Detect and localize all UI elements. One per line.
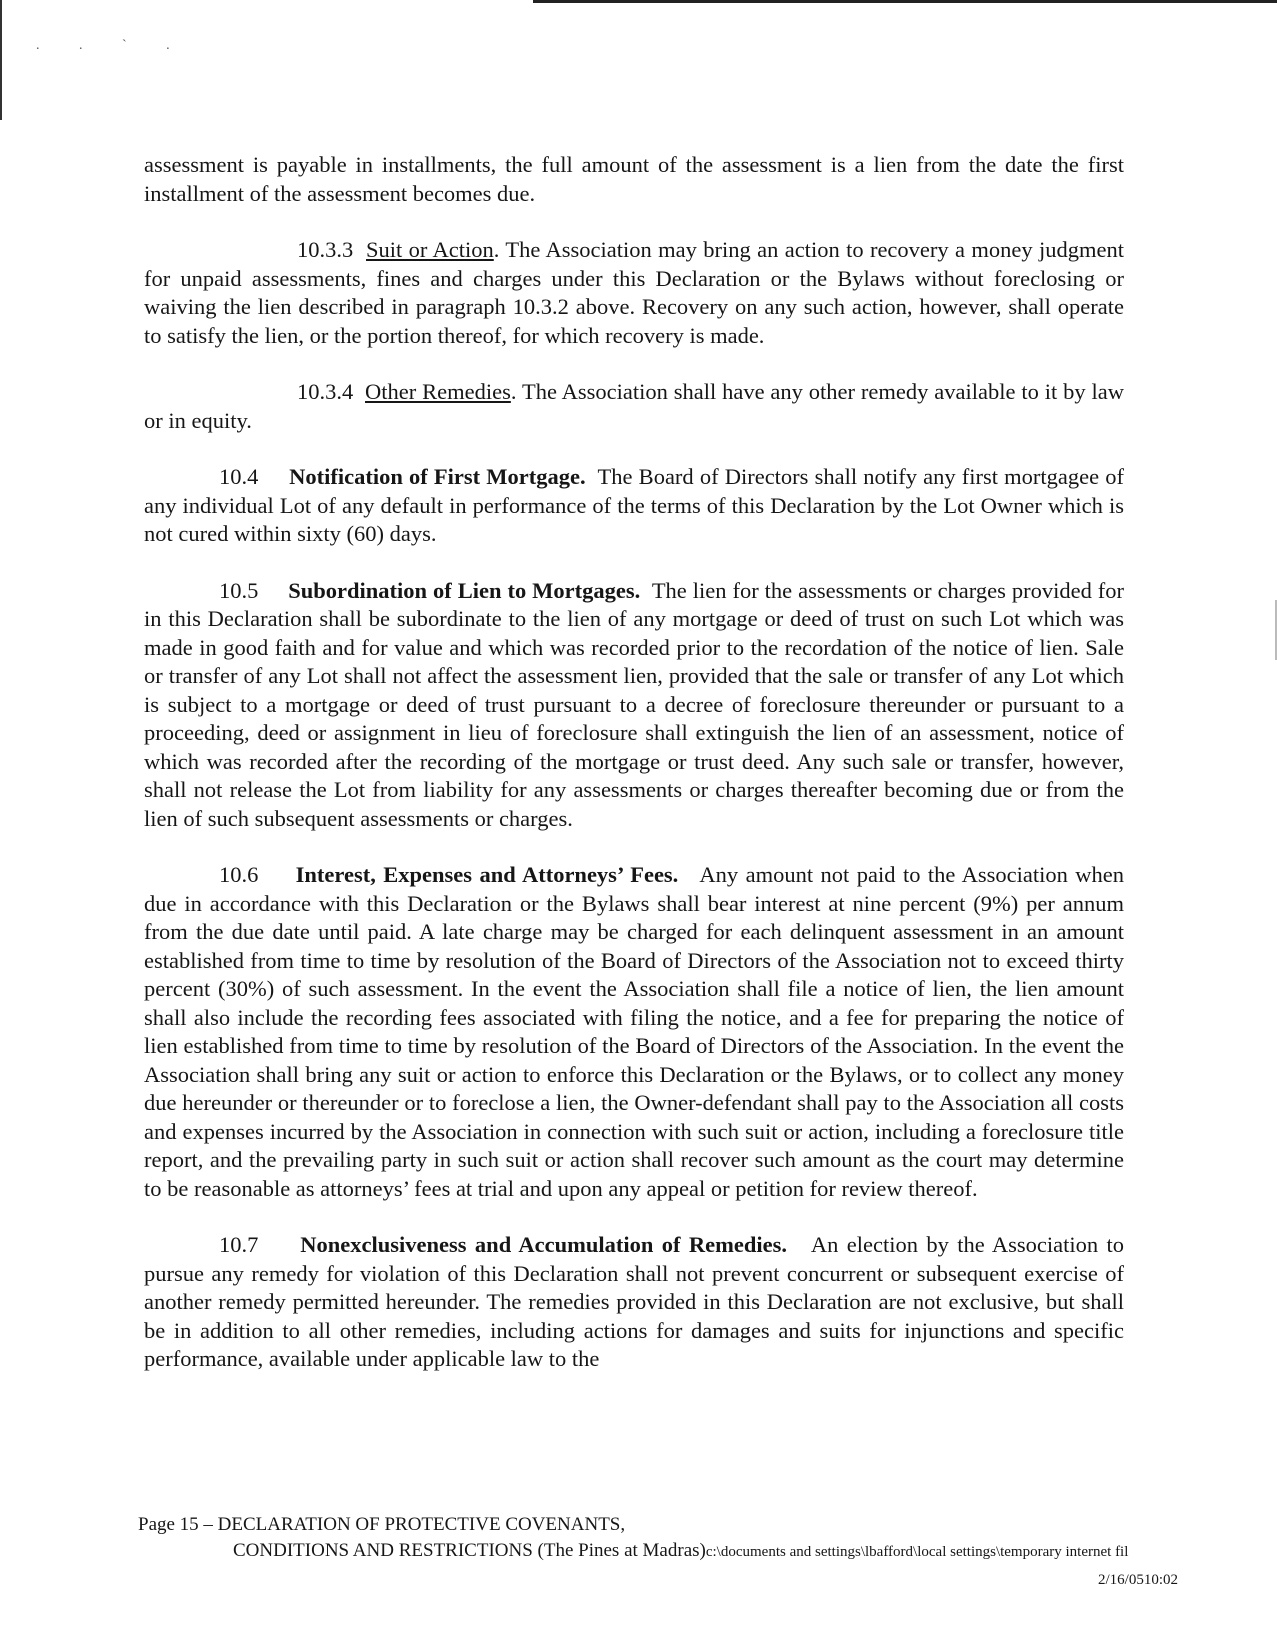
- paragraph-text: assessment is payable in installments, the full amount of the assessment is a lien from the date the first installment of the assessment becomes due.: [144, 152, 1124, 206]
- paragraph-continuation: [144, 151, 1124, 208]
- section-10-5: [144, 577, 1124, 834]
- section-number: 10.4: [219, 464, 259, 489]
- section-title: Notification of First Mortgage.: [289, 464, 586, 489]
- section-10-4: [144, 463, 1124, 549]
- section-title: Suit or Action: [366, 237, 494, 262]
- section-10-3-4: [144, 378, 1124, 435]
- section-number: 10.5: [219, 577, 259, 603]
- document-body: [144, 151, 1124, 1402]
- page-footer: [138, 1512, 1238, 1588]
- footer-file-path: c:\documents and settings\lbafford\local settings\temporary internet fil: [705, 1544, 1129, 1560]
- section-title: Nonexclusiveness and Accumulation of Remedies.: [300, 1232, 787, 1257]
- footer-date: 2/16/0510:02: [1098, 1572, 1179, 1588]
- section-title: Interest, Expenses and Attorneys’ Fees.: [295, 862, 679, 887]
- section-10-6: [144, 861, 1124, 1203]
- section-body: The lien for the assessments or charges provided for in this Declaration shall be subordinate to the lien of any mortgage or deed of trust on such Lot which was made in good faith and for value and which was recorded prior to the recordation of the notice of lien. Sale or transfer of any Lot shall not affect the assessment lien, provided that the sale or transfer of any Lot which is subject to a mortgage or deed of trust pursuant to a decree of foreclosure thereunder or pursuant to a proceeding, deed or assignment in lieu of foreclosure shall extinguish the lien of an assessment, notice of which was recorded after the recording of the mortgage or trust deed. Any such sale or transfer, however, shall not release the Lot from liability for any assessments or charges thereafter becoming due or from the lien of such subsequent assessments or charges.: [144, 577, 1125, 831]
- section-title: Subordination of Lien to Mortgages.: [288, 577, 641, 603]
- section-body: The Board of Directors shall notify any first mortgagee of any individual Lot of any default in performance of the terms of this Declaration by the Lot Owner which is not cured within sixty (60) days.: [144, 464, 1125, 546]
- section-number: 10.6: [219, 862, 259, 887]
- section-10-3-3: [144, 236, 1124, 350]
- section-number: 10.3.4: [297, 379, 354, 404]
- scan-specks: . . ` .: [36, 38, 188, 53]
- top-edge-rule: [533, 0, 1277, 3]
- section-title: Other Remedies: [365, 379, 511, 404]
- section-number: 10.3.3: [297, 237, 354, 262]
- section-body: . The Association shall have any other remedy available to it by law or in equity.: [144, 379, 1124, 433]
- section-number: 10.7: [219, 1232, 259, 1257]
- left-edge-rule: [0, 0, 2, 120]
- section-body: Any amount not paid to the Association when due in accordance with this Declaration or the Bylaws shall bear interest at nine percent (9%) per annum from the due date until paid. A late charge may be charged for each delinquent assessment in an amount established from time to time by resolution of the Board of Directors of the Association not to exceed thirty percent (30%) of such assessment. In the event the Association shall file a notice of lien, the lien amount shall also include the recording fees associated with filing the notice, and a fee for preparing the notice of lien established from time to time by resolution of the Board of Directors of the Association. In the event the Association shall bring any suit or action to enforce this Declaration or the Bylaws, or to collect any money due hereunder or thereunder or to foreclose a lien, the Owner-defendant shall pay to the Association all costs and expenses incurred by the Association in connection with such suit or action, including a foreclosure title report, and the prevailing party in such suit or action shall recover such amount as the court may determine to be reasonable as attorneys’ fees at trial and upon any appeal or petition for review thereof.: [144, 862, 1125, 1201]
- footer-line-1: Page 15 – DECLARATION OF PROTECTIVE COVENANTS,: [138, 1514, 626, 1535]
- section-body: An election by the Association to pursue any remedy for violation of this Declaration shall not prevent concurrent or subsequent exercise of another remedy permitted hereunder. The remedies provided in this Declaration are not exclusive, but shall be in addition to all other remedies, including actions for damages and suits for injunctions and specific performance, available under applicable law to the: [144, 1232, 1125, 1371]
- section-10-7: [144, 1231, 1124, 1374]
- footer-doc-title: CONDITIONS AND RESTRICTIONS (The Pines at Madras): [233, 1540, 706, 1561]
- section-body: . The Association may bring an action to recovery a money judgment for unpaid assessments, fines and charges under this Declaration or the Bylaws without foreclosing or waiving the lien described in paragraph 10.3.2 above. Recovery on any such action, however, shall operate to satisfy the lien, or the portion thereof, for which recovery is made.: [144, 237, 1124, 348]
- footer-line-2: [138, 1538, 1238, 1565]
